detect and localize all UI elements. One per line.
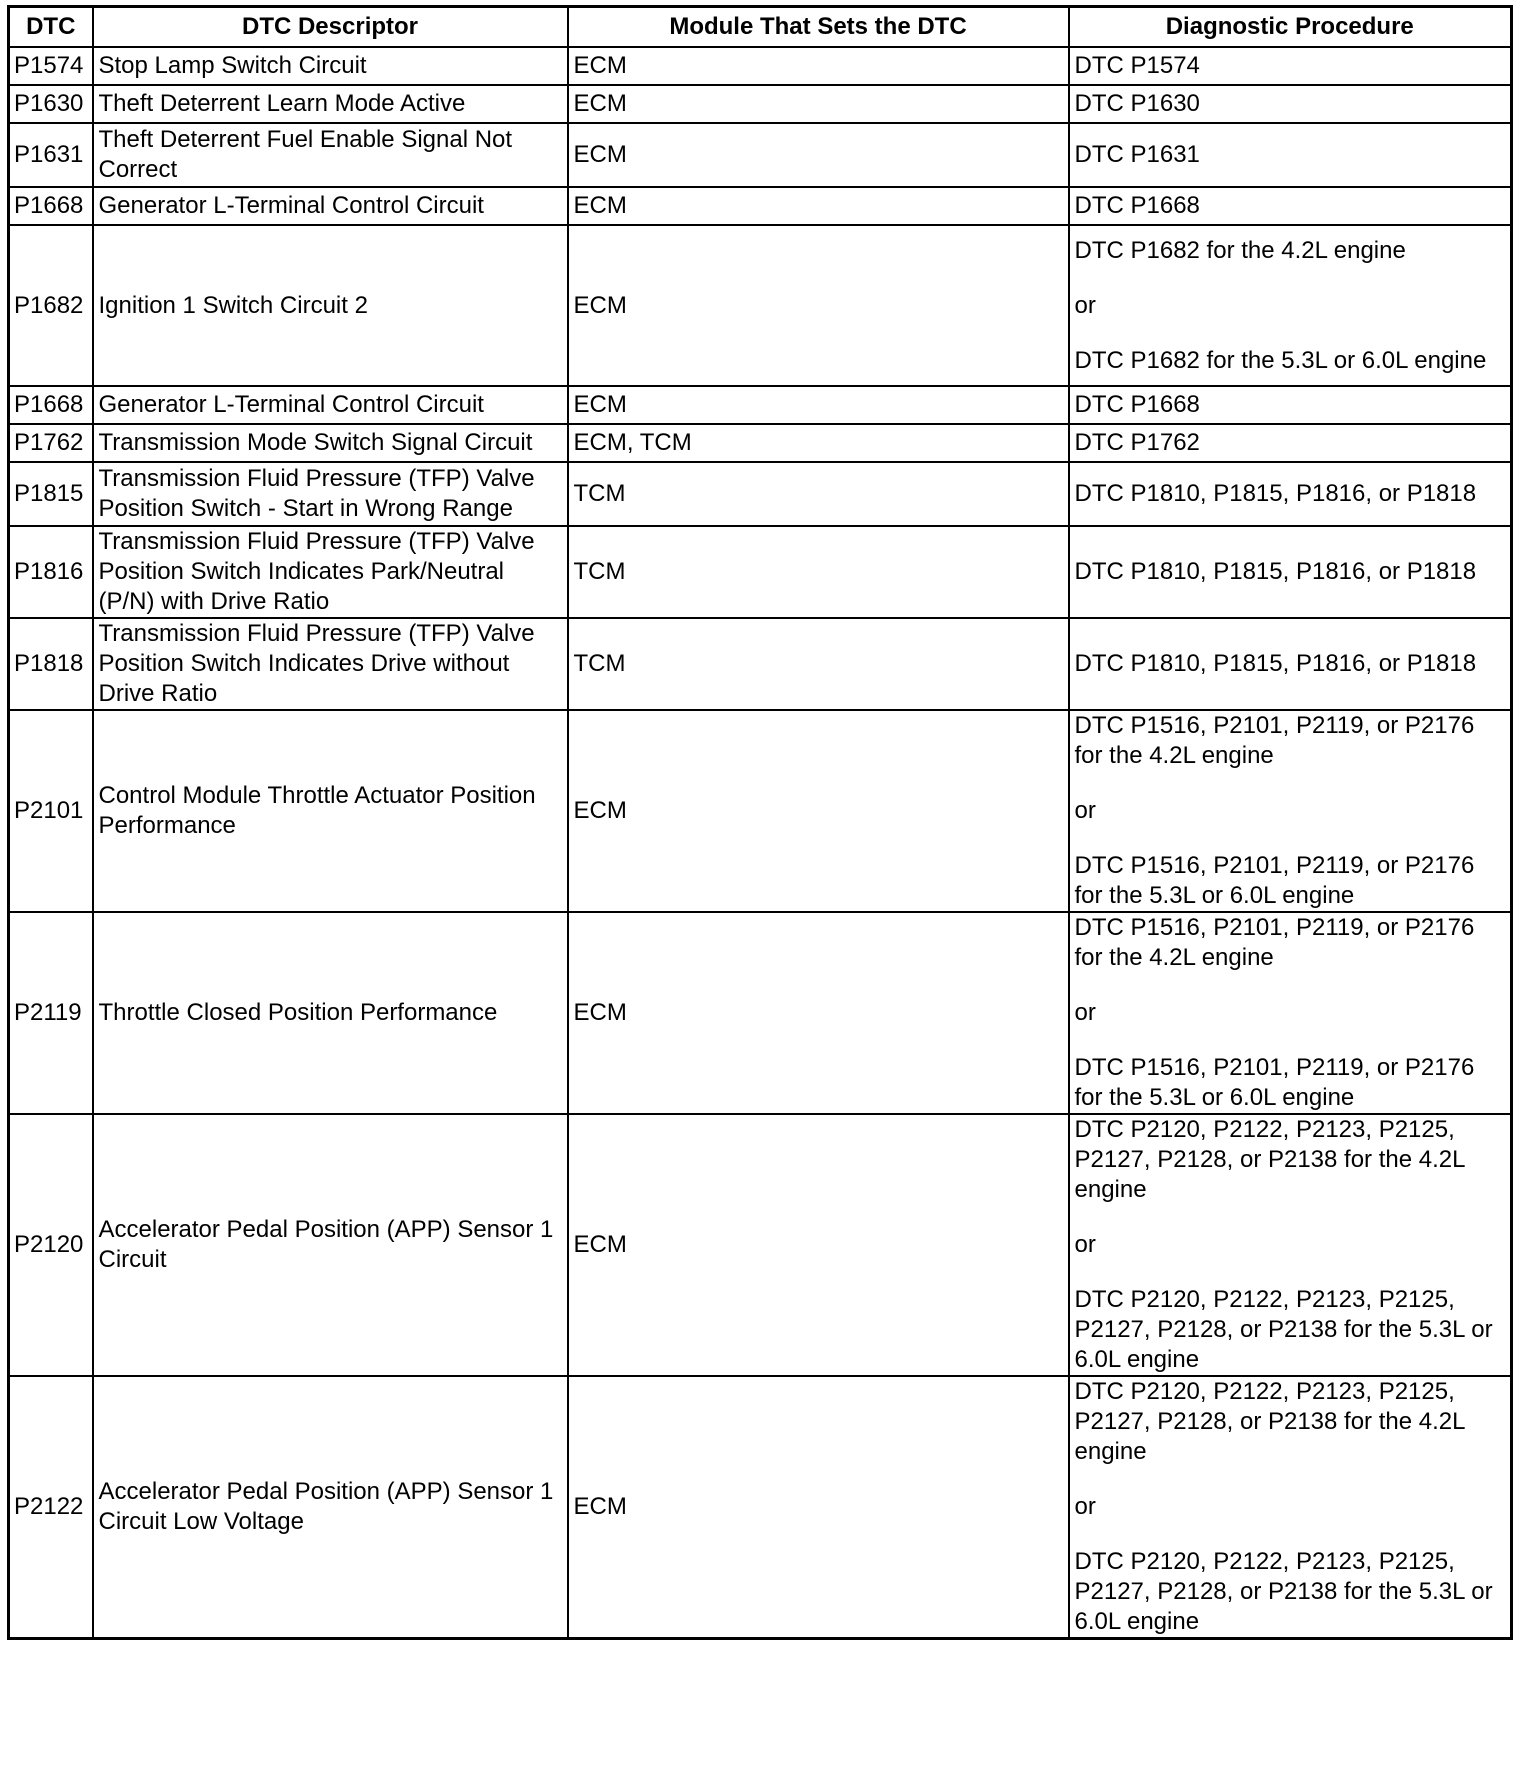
table-row xyxy=(9,710,1512,912)
dtc-descriptor-cell: Ignition 1 Switch Circuit 2 xyxy=(93,225,568,386)
diagnostic-procedure-cell xyxy=(1069,1376,1512,1639)
procedure-link: DTC P1810, P1815, P1816, or P1818 xyxy=(1074,480,1477,507)
diagnostic-procedure-cell xyxy=(1069,386,1512,424)
dtc-code-cell: P2101 xyxy=(9,710,93,912)
procedure-link: DTC P1630 xyxy=(1074,90,1200,117)
procedure-link: DTC P1516, P2101, P2119, or P2176 for the 4.2L engine xyxy=(1074,712,1475,769)
procedure-link: or xyxy=(1074,797,1096,824)
dtc-code-cell: P1630 xyxy=(9,85,93,123)
dtc-code-cell: P1816 xyxy=(9,526,93,618)
table-row xyxy=(9,1114,1512,1376)
procedure-link: or xyxy=(1074,291,1096,319)
module-cell: ECM xyxy=(568,85,1069,123)
dtc-code-cell: P1668 xyxy=(9,386,93,424)
module-cell: ECM xyxy=(568,187,1069,225)
table-row xyxy=(9,912,1512,1114)
procedure-link: DTC P1762 xyxy=(1074,429,1200,456)
table-row xyxy=(9,123,1512,187)
header-dtc-descriptor: DTC Descriptor xyxy=(93,7,568,48)
dtc-descriptor-cell: Generator L-Terminal Control Circuit xyxy=(93,386,568,424)
module-cell: ECM xyxy=(568,912,1069,1114)
table-row xyxy=(9,47,1512,85)
table-row xyxy=(9,386,1512,424)
dtc-descriptor-cell: Generator L-Terminal Control Circuit xyxy=(93,187,568,225)
procedure-link: DTC P1682 for the 4.2L engine xyxy=(1074,236,1406,264)
dtc-descriptor-cell: Transmission Fluid Pressure (TFP) Valve Position Switch - Start in Wrong Range xyxy=(93,462,568,526)
diagnostic-procedure-cell xyxy=(1069,526,1512,618)
table-row xyxy=(9,526,1512,618)
module-cell: ECM xyxy=(568,386,1069,424)
diagnostic-procedure-cell xyxy=(1069,424,1512,462)
table-row xyxy=(9,225,1512,386)
table-row xyxy=(9,187,1512,225)
module-cell: TCM xyxy=(568,618,1069,710)
diagnostic-procedure-cell xyxy=(1069,225,1512,386)
module-cell: ECM xyxy=(568,123,1069,187)
procedure-link: DTC P1668 xyxy=(1074,192,1200,219)
header-module: Module That Sets the DTC xyxy=(568,7,1069,48)
dtc-code-cell: P1574 xyxy=(9,47,93,85)
procedure-link: or xyxy=(1074,1231,1096,1258)
table-row xyxy=(9,1376,1512,1639)
dtc-descriptor-cell: Transmission Fluid Pressure (TFP) Valve Position Switch Indicates Drive without Drive Ratio xyxy=(93,618,568,710)
module-cell: ECM xyxy=(568,47,1069,85)
table-row xyxy=(9,424,1512,462)
header-dtc: DTC xyxy=(9,7,93,48)
diagnostic-procedure-cell xyxy=(1069,462,1512,526)
procedure-link: DTC P1631 xyxy=(1074,141,1200,168)
dtc-descriptor-cell: Theft Deterrent Learn Mode Active xyxy=(93,85,568,123)
dtc-descriptor-cell: Accelerator Pedal Position (APP) Sensor 1 Circuit xyxy=(93,1114,568,1376)
procedure-link: DTC P2120, P2122, P2123, P2125, P2127, P2128, or P2138 for the 4.2L engine xyxy=(1074,1116,1465,1203)
module-cell: ECM xyxy=(568,1376,1069,1639)
procedure-link: DTC P1668 xyxy=(1074,391,1200,418)
diagnostic-procedure-cell xyxy=(1069,85,1512,123)
diagnostic-procedure-cell xyxy=(1069,618,1512,710)
header-diagnostic-procedure: Diagnostic Procedure xyxy=(1069,7,1512,48)
dtc-code-cell: P2120 xyxy=(9,1114,93,1376)
procedure-link: DTC P2120, P2122, P2123, P2125, P2127, P2128, or P2138 for the 5.3L or 6.0L engine xyxy=(1074,1548,1493,1635)
dtc-code-cell: P1818 xyxy=(9,618,93,710)
dtc-descriptor-cell: Control Module Throttle Actuator Position Performance xyxy=(93,710,568,912)
dtc-code-cell: P2122 xyxy=(9,1376,93,1639)
dtc-code-cell: P1631 xyxy=(9,123,93,187)
module-cell: TCM xyxy=(568,526,1069,618)
diagnostic-procedure-cell xyxy=(1069,912,1512,1114)
procedure-link: or xyxy=(1074,1493,1096,1520)
module-cell: TCM xyxy=(568,462,1069,526)
diagnostic-procedure-cell xyxy=(1069,47,1512,85)
procedure-link: DTC P1810, P1815, P1816, or P1818 xyxy=(1074,558,1477,585)
diagnostic-procedure-cell xyxy=(1069,710,1512,912)
module-cell: ECM xyxy=(568,710,1069,912)
procedure-link: DTC P1516, P2101, P2119, or P2176 for the 5.3L or 6.0L engine xyxy=(1074,852,1475,909)
procedure-link: or xyxy=(1074,999,1096,1026)
procedure-link: DTC P1516, P2101, P2119, or P2176 for the 5.3L or 6.0L engine xyxy=(1074,1054,1475,1111)
table-body xyxy=(9,47,1512,1639)
dtc-descriptor-cell: Throttle Closed Position Performance xyxy=(93,912,568,1114)
dtc-descriptor-cell: Transmission Fluid Pressure (TFP) Valve Position Switch Indicates Park/Neutral (P/N) with Drive Ratio xyxy=(93,526,568,618)
dtc-descriptor-cell: Stop Lamp Switch Circuit xyxy=(93,47,568,85)
dtc-table xyxy=(7,5,1513,1640)
module-cell: ECM xyxy=(568,1114,1069,1376)
procedure-link: DTC P2120, P2122, P2123, P2125, P2127, P2128, or P2138 for the 4.2L engine xyxy=(1074,1378,1465,1465)
table-row xyxy=(9,85,1512,123)
diagnostic-procedure-cell xyxy=(1069,187,1512,225)
dtc-code-cell: P1762 xyxy=(9,424,93,462)
dtc-code-cell: P1668 xyxy=(9,187,93,225)
table-header xyxy=(9,7,1512,48)
dtc-code-cell: P1815 xyxy=(9,462,93,526)
header-row xyxy=(9,7,1512,48)
module-cell: ECM xyxy=(568,225,1069,386)
procedure-link: DTC P1516, P2101, P2119, or P2176 for the 4.2L engine xyxy=(1074,914,1475,971)
diagnostic-procedure-cell xyxy=(1069,1114,1512,1376)
dtc-code-cell: P1682 xyxy=(9,225,93,386)
module-cell: ECM, TCM xyxy=(568,424,1069,462)
table-row xyxy=(9,618,1512,710)
procedure-link: DTC P1810, P1815, P1816, or P1818 xyxy=(1074,650,1477,677)
dtc-descriptor-cell: Transmission Mode Switch Signal Circuit xyxy=(93,424,568,462)
diagnostic-procedure-cell xyxy=(1069,123,1512,187)
table-row xyxy=(9,462,1512,526)
dtc-code-cell: P2119 xyxy=(9,912,93,1114)
dtc-descriptor-cell: Accelerator Pedal Position (APP) Sensor 1 Circuit Low Voltage xyxy=(93,1376,568,1639)
procedure-link: DTC P1682 for the 5.3L or 6.0L engine xyxy=(1074,346,1487,374)
procedure-link: DTC P2120, P2122, P2123, P2125, P2127, P2128, or P2138 for the 5.3L or 6.0L engine xyxy=(1074,1286,1493,1373)
procedure-link: DTC P1574 xyxy=(1074,52,1200,79)
dtc-descriptor-cell: Theft Deterrent Fuel Enable Signal Not Correct xyxy=(93,123,568,187)
